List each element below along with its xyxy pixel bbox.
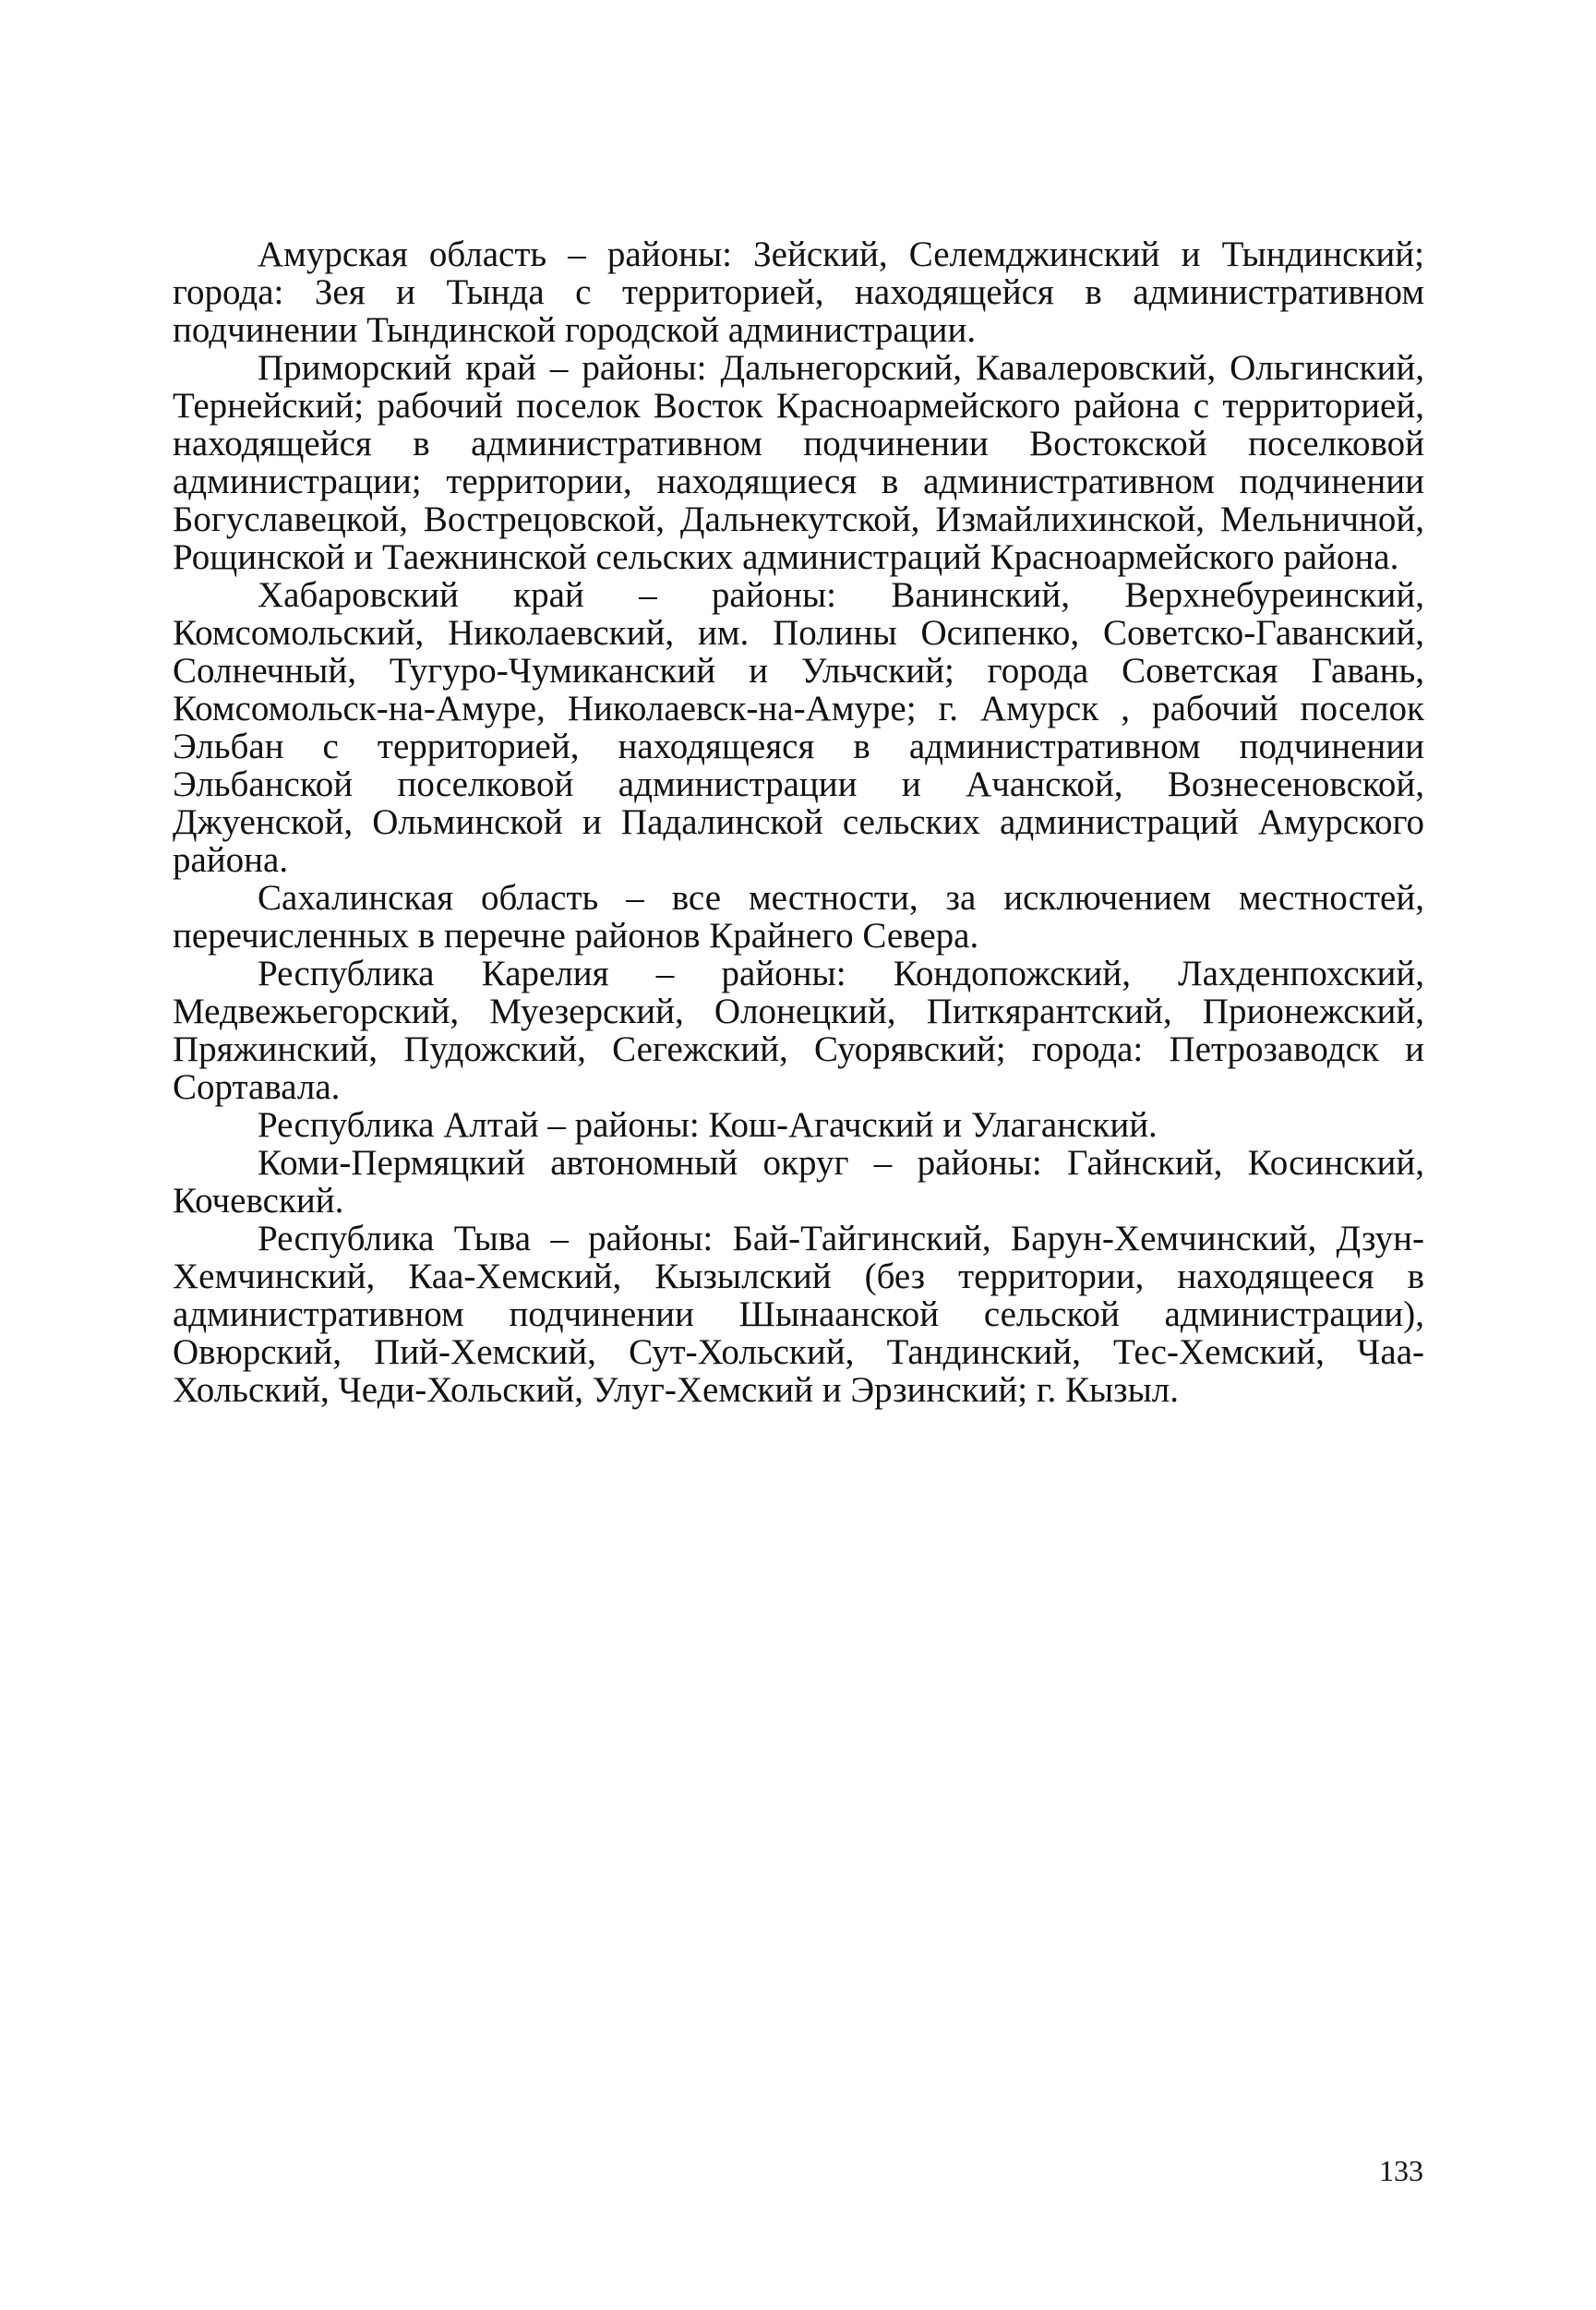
- document-body: [173, 235, 1424, 1409]
- paragraph-komi-permyak: Коми-Пермяцкий автономный округ – районы: Гайнский, Косинский, Кочевский.: [173, 1143, 1424, 1221]
- page-number: 133: [1379, 2154, 1423, 2187]
- paragraph-primorsky-krai: Приморский край – районы: Дальнегорский, Кавалеровский, Ольгинский, Тернейский; рабочий поселок Восток Красноармейского района с территорией, находящейся в административном подчинении Востокской поселковой администрации; территории, находящиеся в административном подчинении Богуславецкой, Вострецовской, Дальнекутской, Измайлихинской, Мельничной, Рощинской и Таежнинской сельских администраций Красноармейского района.: [173, 348, 1424, 577]
- paragraph-altai: Республика Алтай – районы: Кош-Агачский и Улаганский.: [258, 1105, 1158, 1145]
- paragraph-khabarovsk-krai: Хабаровский край – районы: Ванинский, Верхнебуреинский, Комсомольский, Николаевский, им. Полины Осипенко, Советско-Гаванский, Солнечный, Тугуро-Чумиканский и Ульчский; города Советская Гавань, Комсомольск-на-Амуре, Николаевск-на-Амуре; г. Амурск , рабочий поселок Эльбан с территорией, находящеяся в административном подчинении Эльбанской поселковой администрации и Ачанской, Вознесеновской, Джуенской, Ольминской и Падалинской сельских администраций Амурского района.: [173, 575, 1424, 880]
- paragraph-sakhalin-oblast: Сахалинская область – все местности, за исключением местностей, перечисленных в перечне районов Крайнего Севера.: [173, 878, 1424, 956]
- paragraph-tyva: Республика Тыва – районы: Бай-Тайгинский, Барун-Хемчинский, Дзун-Хемчинский, Каа-Хемский, Кызылский (без территории, находящееся в административном подчинении Шынаанской сельской администрации), Овюрский, Пий-Хемский, Сут-Хольский, Тандинский, Тес-Хемский, Чаа-Хольский, Чеди-Хольский, Улуг-Хемский и Эрзинский; г. Кызыл.: [173, 1219, 1424, 1410]
- paragraph-amur-oblast: Амурская область – районы: Зейский, Селемджинский и Тындинский; города: Зея и Тында с территорией, находящейся в административном подчинении Тындинской городской администрации.: [173, 235, 1424, 350]
- paragraph-karelia: Республика Карелия – районы: Кондопожский, Лахденпохский, Медвежьегорский, Муезерский, Олонецкий, Питкярантский, Прионежский, Пряжинский, Пудожский, Сегежский, Суорявский; города: Петрозаводск и Сортавала.: [173, 954, 1424, 1107]
